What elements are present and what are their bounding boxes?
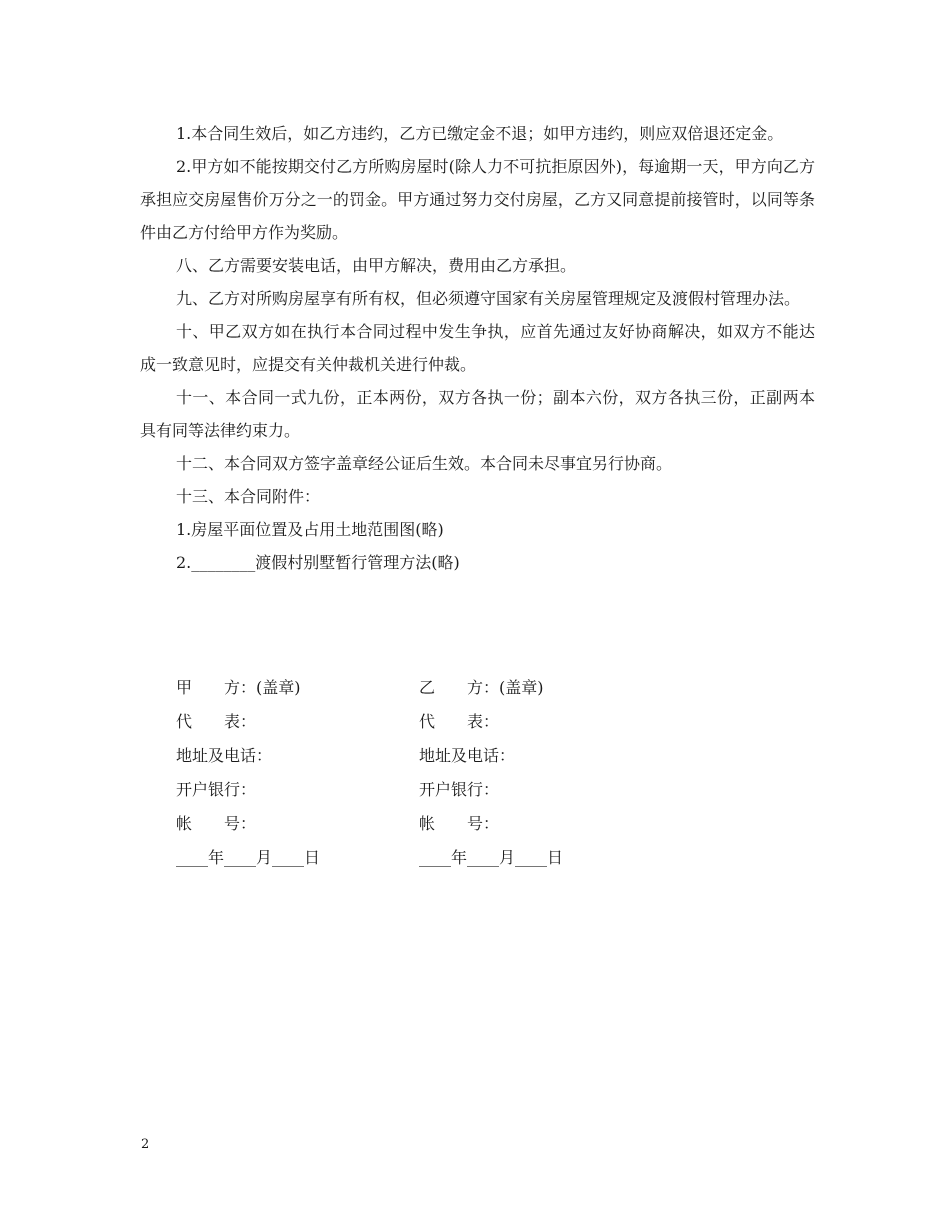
signature-row-account: [176, 807, 736, 841]
page-number: 2: [141, 1137, 150, 1152]
party-a-address: 地址及电话：: [176, 746, 273, 765]
party-b-account: 帐 号：: [419, 814, 500, 833]
clause-telephone: 八、乙方需要安装电话，由甲方解决，费用由乙方承担。: [176, 256, 577, 275]
party-a-bank: 开户银行：: [176, 780, 257, 799]
clause-dispute: 十、甲乙双方如在执行本合同过程中发生争执，应首先通过友好协商解决，如双方不能达成一致意见时，应提交有关仲裁机关进行仲裁。: [140, 322, 815, 374]
party-a-representative: 代 表：: [176, 712, 257, 731]
party-a-label: 甲 方：(盖章): [176, 678, 301, 697]
party-b-date: ____年____月____日: [419, 848, 564, 867]
contract-body: [140, 117, 815, 579]
clause-copies: 十一、本合同一式九份，正本两份，双方各执一份；副本六份，双方各执三份，正副两本具有同等法律约束力。: [140, 388, 815, 440]
signature-row-party: [176, 671, 736, 705]
party-b-address: 地址及电话：: [419, 746, 516, 765]
party-a-account: 帐 号：: [176, 814, 257, 833]
party-b-label: 乙 方：(盖章): [419, 678, 544, 697]
party-b-bank: 开户银行：: [419, 780, 500, 799]
signature-row-date: [176, 841, 736, 875]
party-b-representative: 代 表：: [419, 712, 500, 731]
signature-row-representative: [176, 705, 736, 739]
attachment-item: 1.房屋平面位置及占用土地范围图(略): [176, 520, 444, 539]
clause-ownership: 九、乙方对所购房屋享有所有权，但必须遵守国家有关房屋管理规定及渡假村管理办法。: [176, 289, 801, 308]
party-a-date: ____年____月____日: [176, 848, 321, 867]
clause-deposit: 1.本合同生效后，如乙方违约，乙方已缴定金不退；如甲方违约，则应双倍退还定金。: [176, 124, 784, 143]
clause-effective: 十二、本合同双方签字盖章经公证后生效。本合同未尽事宜另行协商。: [176, 454, 673, 473]
signature-block: [176, 671, 736, 875]
clause-late-delivery: 2.甲方如不能按期交付乙方所购房屋时(除人力不可抗拒原因外)，每逾期一天，甲方向乙方承担应交房屋售价万分之一的罚金。甲方通过努力交付房屋，乙方又同意提前接管时，以同等条件由乙方付给甲方作为奖励。: [140, 157, 815, 242]
attachments-title: 十三、本合同附件：: [176, 487, 321, 506]
signature-row-address: [176, 739, 736, 773]
signature-row-bank: [176, 773, 736, 807]
attachment-item: 2.________渡假村别墅暂行管理方法(略): [176, 553, 460, 572]
